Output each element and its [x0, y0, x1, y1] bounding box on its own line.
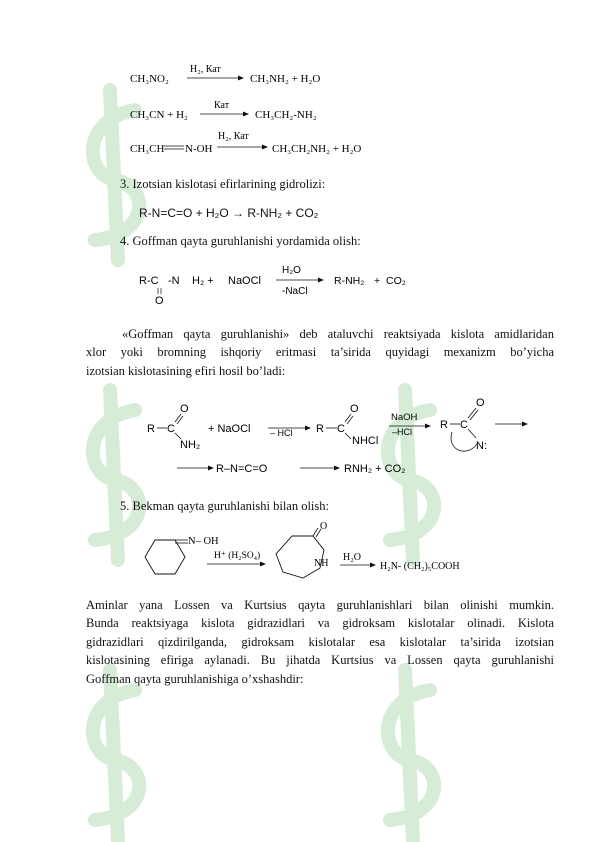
- section4-equation: [0, 258, 596, 308]
- eq4-n: -N: [168, 275, 180, 287]
- eq4-naocl: NaOCl: [228, 275, 262, 287]
- paragraph-1-line: «Goffman qayta guruhlanishi» deb ataluvchi reaktsiyada kislota amidlaridan: [122, 327, 554, 341]
- dollar-sign-icon: [388, 670, 434, 840]
- paragraph-2-line: kislotasining efiriga aylanadi. Bu jihatda Kurtsius va Lossen qayta guruhlanishi: [86, 653, 554, 668]
- mech-nh2: NH₂: [180, 439, 201, 451]
- r2-right: CH₃CH₂-NH₂: [255, 109, 317, 121]
- dollar-sign-icon: [93, 670, 139, 840]
- eq4-h2: H₂ +: [192, 275, 214, 287]
- section5-equation: [0, 520, 596, 590]
- s5-lactam-nh: NH: [314, 558, 329, 569]
- mech-c2: C: [337, 423, 345, 435]
- eq4-plus: +: [374, 275, 381, 287]
- eq4-r: R-C: [139, 275, 159, 287]
- mech-o1: O: [180, 403, 189, 415]
- r2-left: CH₃CN + H₂: [130, 109, 188, 121]
- s5-cond2: H₂O: [343, 552, 361, 563]
- mech-plus-naocl: + NaOCl: [208, 423, 251, 435]
- r3-cond: H₂, Кат: [218, 131, 249, 142]
- section4-heading: 4. Goffman qayta guruhlanishi yordamida olish:: [120, 234, 361, 248]
- s5-product: H₂N- (CH₂)₅COOH: [380, 561, 460, 572]
- r3-left: CH₃CH: [130, 143, 165, 155]
- mech-r1: R: [147, 423, 155, 435]
- paragraph-2: [86, 596, 554, 688]
- mech-r2: R: [316, 423, 324, 435]
- mech-c1: C: [167, 423, 175, 435]
- paragraph-1-line: izotsian kislotasining efiri hosil bo’ladi:: [86, 363, 286, 378]
- r1-right: CH₃NH₂ + H₂O: [250, 73, 321, 85]
- eq4-bottom: -NaCl: [282, 286, 308, 297]
- r3-left2: N-OH: [185, 143, 213, 155]
- section5-heading: 5. Bekman qayta guruhlanishi bilan olish:: [120, 499, 329, 513]
- paragraph-2-line: Goffman qayta guruhlanishiga o’xshashdir:: [86, 671, 304, 686]
- paragraph-2-line: gidrazidlari qizdirilganda, gidroksam kislotalar esa kislotalar ta’sirida izotsian: [86, 634, 554, 649]
- paragraph-2-line: Aminlar yana Lossen va Kurtsius qayta guruhlanishlari bilan olinishi mumkin.: [86, 598, 554, 612]
- s5-oxime: N– OH: [188, 536, 219, 547]
- mech-isocyanate: R–N=C=O: [216, 463, 268, 475]
- r1-left: CH₃NO₂: [130, 73, 169, 85]
- mech-c3: C: [460, 419, 468, 431]
- s5-lactam-o: O: [320, 521, 328, 532]
- paragraph-1-line: xlor yoki bromning ishqoriy eritmasi ta’sirida quyidagi mexanizm bo’yicha: [86, 345, 554, 360]
- eq4-o: O: [155, 295, 164, 307]
- mech-o3: O: [476, 397, 485, 409]
- paragraph-2-line: Bunda reaktsiyaga kislota gidrazidlari va gidroksam kislotalar olinadi. Kislota: [86, 616, 554, 631]
- mech-nhcl: NHCl: [352, 435, 379, 447]
- r2-cond: Кат: [214, 100, 230, 111]
- r3-right: CH₃CH₂NH₂ + H₂O: [272, 143, 362, 155]
- mech-n3: N:: [476, 440, 487, 452]
- mech-minus-hcl1: – HCl: [270, 428, 293, 438]
- mechanism-diagram: [0, 392, 596, 487]
- eq4-prod2: CO₂: [386, 275, 406, 287]
- section3-equation: R-N=C=O + H₂O → R-NH₂ + CO₂: [139, 206, 319, 220]
- paragraph-1: [86, 325, 554, 380]
- s5-cond: H⁺ (H₂SO₄): [214, 551, 261, 561]
- eq4-prod1: R-NH₂: [334, 275, 365, 287]
- mech-o2: O: [350, 403, 359, 415]
- mech-naoh: NaOH: [391, 412, 418, 423]
- mech-minus-hcl2: –HCl: [392, 427, 413, 437]
- mech-r3: R: [440, 419, 448, 431]
- eq4-top: H₂O: [282, 265, 301, 276]
- section3-heading: 3. Izotsian kislotasi efirlarining gidrolizi:: [120, 177, 326, 191]
- mech-product: RNH₂ + CO₂: [344, 463, 406, 475]
- reactions-top: [0, 55, 596, 165]
- r1-cond: H₂, Кат: [190, 64, 221, 75]
